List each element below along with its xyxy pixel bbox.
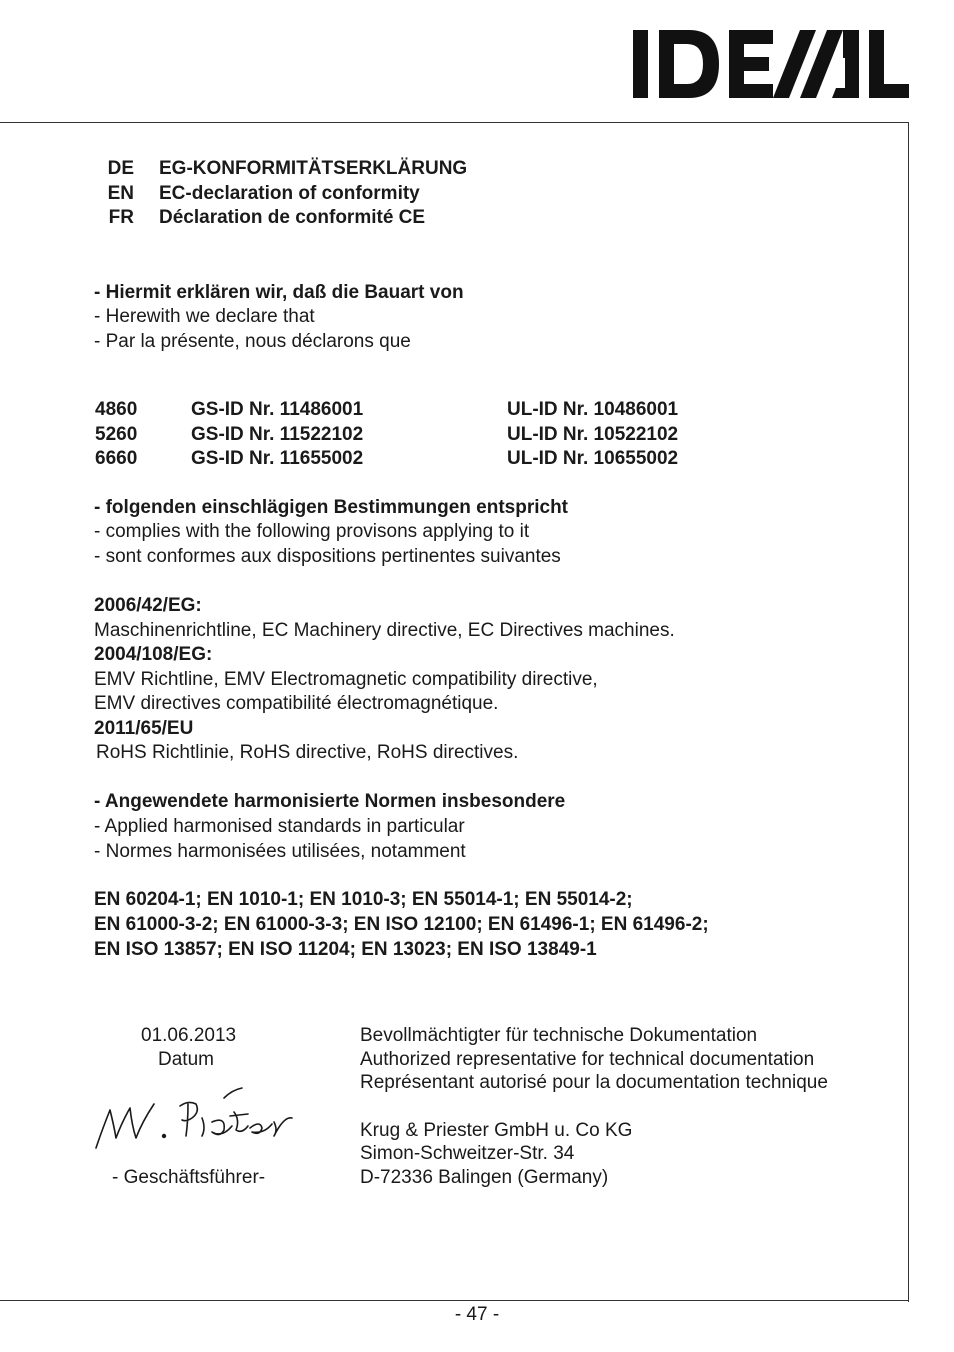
declare-en: - Herewith we declare that — [94, 306, 315, 327]
model-number: 4860 — [95, 399, 138, 420]
lang-code-de: DE — [107, 158, 134, 179]
gs-id: GS-ID Nr. 11655002 — [191, 448, 364, 469]
address-company: Krug & Priester GmbH u. Co KG — [360, 1120, 633, 1141]
directive-code: 2004/108/EG: — [94, 644, 213, 665]
directive-code: 2006/42/EG: — [94, 595, 202, 616]
complies-de: - folgenden einschlägigen Bestimmungen entspricht — [94, 497, 568, 518]
heading-fr: Déclaration de conformité CE — [159, 207, 426, 228]
representative-de: Bevollmächtigter für technische Dokumentation — [360, 1025, 758, 1046]
signoff-date: 01.06.2013 — [141, 1025, 237, 1046]
declare-fr: - Par la présente, nous déclarons que — [94, 331, 411, 352]
complies-en: - complies with the following provisons applying to it — [94, 521, 530, 542]
complies-fr: - sont conformes aux dispositions pertinentes suivantes — [94, 546, 561, 567]
standards-line: EN 60204-1; EN 1010-1; EN 1010-3; EN 55014-1; EN 55014-2; — [94, 889, 633, 910]
address-street: Simon-Schweitzer-Str. 34 — [360, 1143, 575, 1164]
ul-id: UL-ID Nr. 10655002 — [507, 448, 679, 469]
signoff-role: - Geschäftsführer- — [112, 1167, 266, 1188]
directive-text: Maschinenrichtline, EC Machinery directive, EC Directives machines. — [94, 620, 675, 641]
declare-de: - Hiermit erklären wir, daß die Bauart von — [94, 282, 464, 303]
representative-fr: Représentant autorisé pour la documentation technique — [360, 1072, 828, 1093]
frame-bottom-rule — [0, 1300, 909, 1301]
frame-right-rule — [908, 122, 909, 1302]
standards-line: EN ISO 13857; EN ISO 11204; EN 13023; EN ISO 13849-1 — [94, 939, 597, 960]
model-number: 6660 — [95, 448, 138, 469]
ideal-logo — [633, 28, 909, 100]
standards-intro-fr: - Normes harmonisées utilisées, notamment — [94, 841, 466, 862]
ul-id: UL-ID Nr. 10522102 — [507, 424, 679, 445]
standards-intro-de: - Angewendete harmonisierte Normen insbesondere — [94, 791, 566, 812]
lang-code-en: EN — [107, 183, 134, 204]
directive-text: EMV directives compatibilité électromagnétique. — [94, 693, 499, 714]
address-city: D-72336 Balingen (Germany) — [360, 1167, 609, 1188]
directive-text: EMV Richtline, EMV Electromagnetic compatibility directive, — [94, 669, 598, 690]
model-number: 5260 — [95, 424, 138, 445]
ul-id: UL-ID Nr. 10486001 — [507, 399, 679, 420]
standards-intro-en: - Applied harmonised standards in particular — [94, 816, 465, 837]
signoff-date-label: Datum — [158, 1049, 214, 1070]
page-number: - 47 - — [454, 1304, 500, 1325]
directive-text: RoHS Richtlinie, RoHS directive, RoHS directives. — [96, 742, 519, 763]
lang-code-fr: FR — [108, 207, 134, 228]
standards-line: EN 61000-3-2; EN 61000-3-3; EN ISO 12100; EN 61496-1; EN 61496-2; — [94, 914, 709, 935]
directive-code: 2011/65/EU — [94, 718, 194, 739]
signature — [92, 1086, 312, 1156]
representative-en: Authorized representative for technical documentation — [360, 1049, 815, 1070]
gs-id: GS-ID Nr. 11522102 — [191, 424, 364, 445]
gs-id: GS-ID Nr. 11486001 — [191, 399, 364, 420]
heading-de: EG-KONFORMITÄTSERKLÄRUNG — [159, 158, 468, 179]
frame-top-rule — [0, 122, 909, 123]
heading-en: EC-declaration of conformity — [159, 183, 420, 204]
